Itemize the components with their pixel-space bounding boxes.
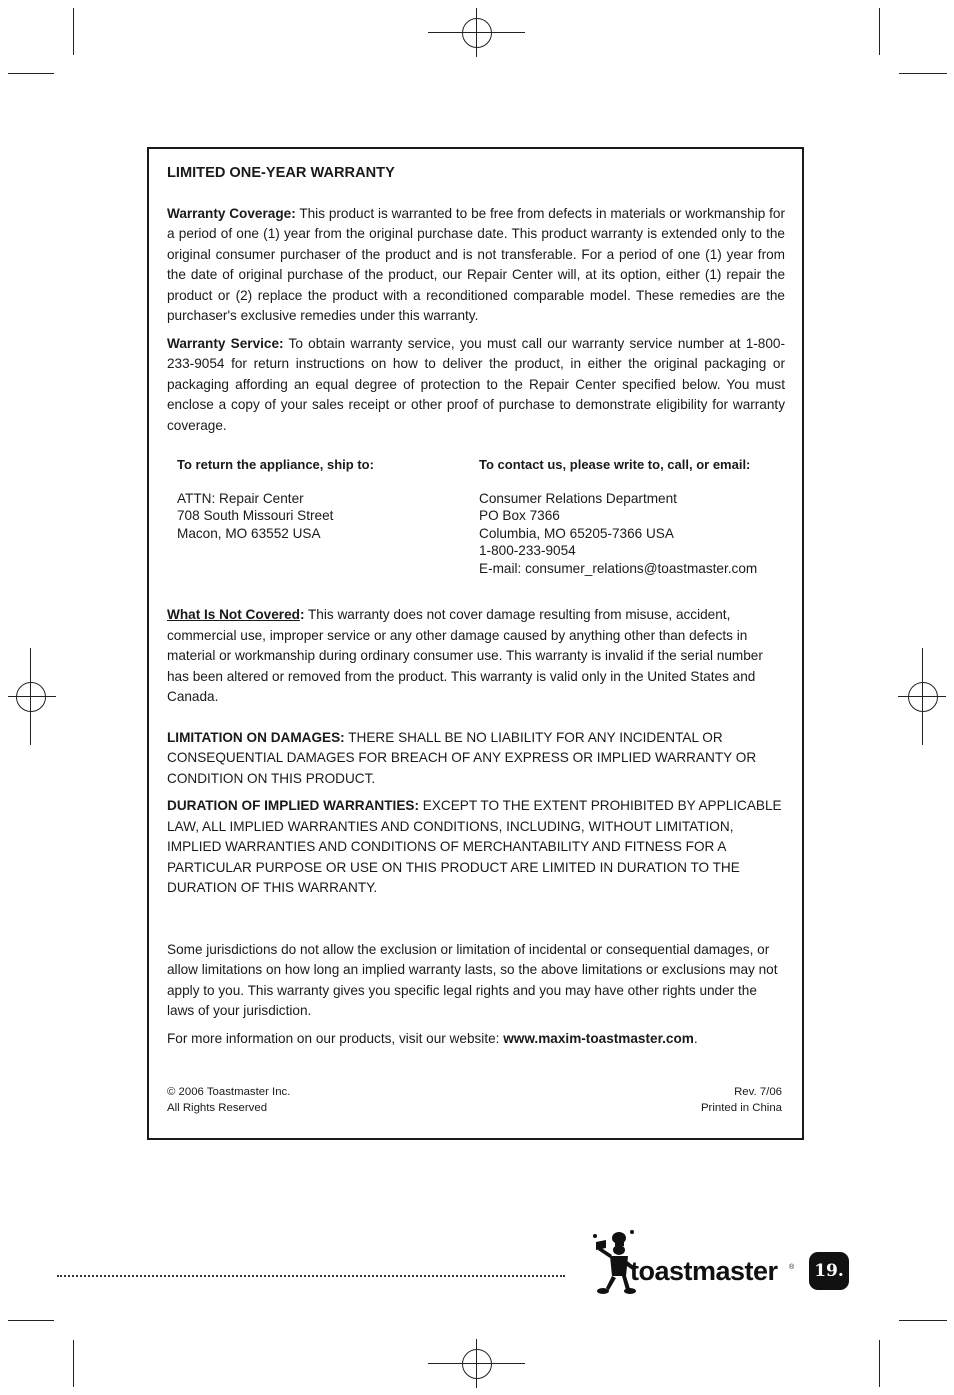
- warranty-content: [167, 163, 785, 1056]
- not-covered-text: This warranty does not cover damage resulting from misuse, accident, commercial use, improper service or any other damage caused by anything other than defects in material or workmanship during ordinary consumer use. This warranty is invalid if the serial number has been altered or removed from the product. This warranty is valid only in the United States and Canada.: [167, 607, 763, 704]
- warranty-box: [147, 147, 804, 1140]
- dotted-rule: [57, 1275, 565, 1277]
- duration-text: EXCEPT TO THE EXTENT PROHIBITED BY APPLICABLE LAW, ALL IMPLIED WARRANTIES AND CONDITIONS, INCLUDING, WITHOUT LIMITATION, IMPLIED WARRANTIES AND CONDITIONS OF MERCHANTABILITY AND FITNESS FOR A PARTICULAR PURPOSE OR USE ON THIS PRODUCT ARE LIMITED IN DURATION TO THE DURATION OF THIS WARRANTY.: [167, 798, 782, 895]
- contact-phone: 1-800-233-9054: [479, 543, 576, 558]
- limitation-label: LIMITATION ON DAMAGES:: [167, 729, 345, 745]
- return-address-line: 708 South Missouri Street: [177, 508, 334, 523]
- toastmaster-logo: [592, 1228, 802, 1296]
- service-text: To obtain warranty service, you must call our warranty service number at 1-800-233-9054 for return instructions on how to deliver the product, in either the original packaging or packaging affording an equal degree of protection to the Repair Center specified below. You must enclose a copy of your sales receipt or other proof of purchase to demonstrate eligibility for warranty coverage.: [167, 335, 785, 433]
- limitation-text: THERE SHALL BE NO LIABILITY FOR ANY INCIDENTAL OR CONSEQUENTIAL DAMAGES FOR BREACH OF ANY EXPRESS OR IMPLIED WARRANTY OR CONDITION ON THIS PRODUCT.: [167, 729, 757, 786]
- crop-mark: [879, 8, 880, 55]
- more-info-paragraph: [167, 1029, 785, 1050]
- return-address-line: Macon, MO 63552 USA: [177, 525, 321, 541]
- more-info-period: .: [693, 1030, 698, 1046]
- rights-reserved: All Rights Reserved: [167, 1102, 268, 1114]
- crop-mark: [73, 1340, 74, 1387]
- revision: Rev. 7/06: [734, 1086, 782, 1098]
- duration-paragraph: [167, 796, 785, 899]
- contact-line: Consumer Relations Department: [479, 490, 677, 506]
- contact-email: E-mail: consumer_relations@toastmaster.com: [479, 560, 758, 576]
- website-link[interactable]: www.maxim-toastmaster.com: [503, 1030, 694, 1046]
- duration-label: DURATION OF IMPLIED WARRANTIES:: [167, 798, 419, 813]
- address-columns: [177, 456, 785, 577]
- contact-heading: To contact us, please write to, call, or email:: [479, 457, 751, 472]
- not-covered-label: What Is Not Covered: [167, 607, 300, 622]
- crop-mark: [899, 1320, 947, 1321]
- jurisdictions-paragraph: Some jurisdictions do not allow the exclusion or limitation of incidental or consequential damages, or allow limitations on how long an implied warranty lasts, so the above limitations or exclusions may not apply to you. This warranty gives you specific legal rights and you may have other rights under the laws of your jurisdiction.: [167, 941, 778, 1018]
- return-address-heading: To return the appliance, ship to:: [177, 457, 374, 472]
- crop-mark: [879, 1340, 880, 1387]
- not-covered-colon: :: [299, 607, 305, 622]
- contact-info: [479, 456, 781, 577]
- footer-left: [167, 1084, 290, 1116]
- return-address-line: ATTN: Repair Center: [177, 490, 304, 506]
- warranty-coverage-paragraph: [167, 204, 785, 327]
- return-address: [177, 456, 479, 577]
- footer-right: [701, 1084, 782, 1116]
- crop-mark: [8, 1320, 54, 1321]
- page-number-badge: 19.: [809, 1252, 849, 1290]
- contact-line: Columbia, MO 65205-7366 USA: [479, 525, 674, 541]
- crop-mark: [8, 73, 54, 74]
- crop-mark: [73, 8, 74, 55]
- contact-line: PO Box 7366: [479, 508, 560, 523]
- copyright: © 2006 Toastmaster Inc.: [167, 1086, 291, 1098]
- coverage-label: Warranty Coverage:: [167, 205, 296, 221]
- registered-mark: ®: [789, 1264, 795, 1271]
- limitation-paragraph: [167, 728, 785, 790]
- more-info-text: For more information on our products, visit our website:: [167, 1030, 504, 1046]
- not-covered-paragraph: [167, 605, 785, 708]
- crop-mark: [899, 73, 947, 74]
- service-label: Warranty Service:: [167, 335, 284, 351]
- coverage-text: This product is warranted to be free from defects in materials or workmanship for a period of one (1) year from the original purchase date. This product warranty is extended only to the original consumer purchaser of the product and is not transferable. For a period of one (1) year from the date of original purchase of the product, our Repair Center will, at its option, either (1) repair the product or (2) replace the product with a reconditioned comparable model. These remedies are the purchaser's exclusive remedies under this warranty.: [167, 205, 785, 323]
- warranty-footer: [167, 1084, 782, 1116]
- warranty-title: LIMITED ONE-YEAR WARRANTY: [167, 165, 395, 181]
- brand-wordmark: toastmaster: [630, 1256, 778, 1286]
- printed-in: Printed in China: [700, 1102, 782, 1114]
- warranty-service-paragraph: [167, 334, 785, 437]
